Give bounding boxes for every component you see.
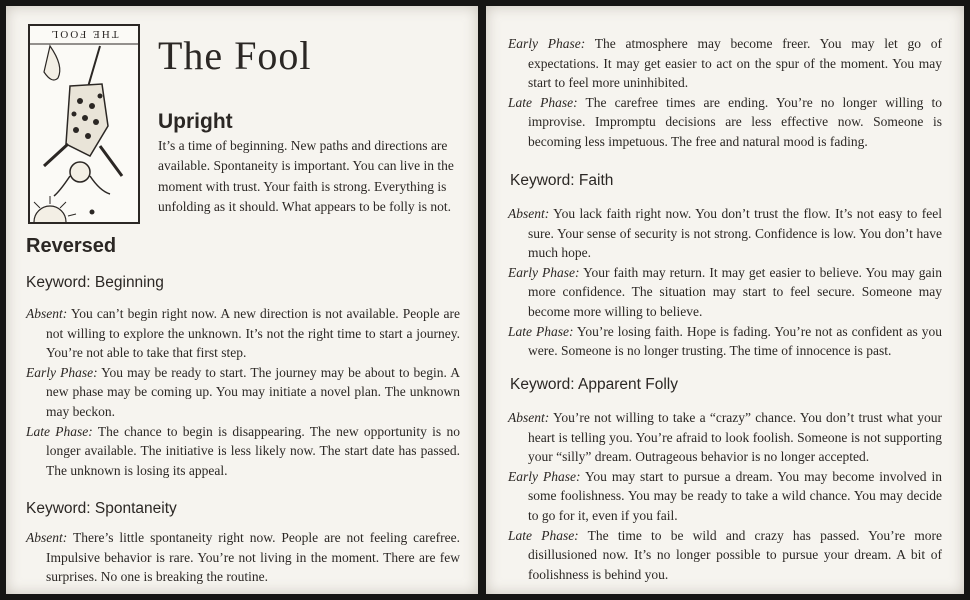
phase-text: You lack faith right now. You don’t trust the flow. It’s not easy to feel sure. Your sense of security is not strong. Confidence is low. You don’t have much hope. [528,206,942,261]
keyword-spontaneity: Keyword: Spontaneity [26,500,177,517]
phase-label: Late Phase: [508,527,579,543]
fool-card-illustration [28,24,140,224]
phase-text: The carefree times are ending. You’re no longer willing to improvise. Impromptu decisions are less effective now. Someone is becoming less impetuous. The free and natural mood is fading. [528,94,942,149]
fool-figure-icon [30,26,138,222]
page-title: The Fool [158,33,312,78]
phase-text: You may be ready to start. The journey may be about to begin. A new phase may be coming up. You may initiate a novel plan. The unknown may beckon. [46,364,460,419]
phase-text: You can’t begin right now. A new direction is not available. People are not willing to explore the unknown. It’s not the right time to start a journey. You’re not able to take that first step. [46,306,461,361]
phase-label: Absent: [26,306,68,321]
phase-item [508,467,942,526]
phase-text: There’s little spontaneity right now. People are not feeling carefree. Impulsive behavior is rare. You’re not living in the moment. There are few surprises. No one is breaking the routine. [46,530,460,585]
phase-text: You’re not willing to take a “crazy” chance. You don’t trust what your heart is telling you. You’re afraid to look foolish. Someone is not supporting your “silly” dream. Outrageous behavior is no longer accepted. [528,410,942,465]
spontaneity-phases-continued [508,34,942,152]
phase-item [508,526,942,585]
left-page [6,6,478,594]
reversed-heading: Reversed [26,235,117,257]
phase-item [508,322,942,361]
phase-item [26,304,460,363]
beginning-phases [26,304,460,480]
phase-label: Absent: [26,530,68,545]
phase-item [508,93,942,152]
phase-text: Your faith may return. It may get easier to believe. You may gain more confidence. The situation may start to feel secure. Someone may become more willing to believe. [528,264,942,319]
phase-label: Early Phase: [508,468,581,484]
phase-text: The atmosphere may become freer. You may let go of expectations. It may get easier to act on the spur of the moment. You may start to feel more uninhibited. [528,36,942,91]
card-label: THE FOOL [49,28,119,40]
phase-item [26,363,460,422]
phase-text: The chance to begin is disappearing. The new opportunity is no longer available. The initiative is less likely now. The start date has passed. The unknown is losing its appeal. [46,423,460,478]
upright-text: It’s a time of beginning. New paths and directions are available. Spontaneity is important. You can live in the moment with trust. Your faith is strong. Everything is unfolding as it should. What appears to be folly is not. [158,138,454,215]
right-page [486,6,964,594]
phase-label: Late Phase: [508,323,574,339]
upright-heading: Upright [158,110,233,133]
phase-item [508,263,942,322]
phase-item [508,408,942,467]
phase-label: Late Phase: [26,423,93,439]
spontaneity-phases [26,528,460,587]
phase-item [508,34,942,93]
phase-label: Absent: [508,206,550,221]
phase-item [26,528,460,587]
phase-label: Absent: [508,410,550,425]
phase-item [26,422,460,481]
phase-label: Early Phase: [508,264,580,280]
phase-text: You’re losing faith. Hope is fading. You’re not as confident as you were. Someone is no longer trusting. The time of innocence is past. [528,323,942,359]
phase-label: Early Phase: [26,364,98,380]
phase-label: Early Phase: [508,36,586,51]
phase-text: The time to be wild and crazy has passed. You’re more disillusioned now. It’s no longer possible to pursue your dream. A bit of foolishness is behind you. [528,527,942,582]
keyword-apparent-folly: Keyword: Apparent Folly [510,376,679,393]
phase-item [508,204,942,263]
keyword-beginning: Keyword: Beginning [26,274,164,291]
faith-phases [508,204,942,361]
keyword-faith: Keyword: Faith [510,172,614,189]
phase-text: You may start to pursue a dream. You may become involved in some foolishness. You may be ready to take a wild chance. You may decide to go for it, even if you fail. [528,468,943,523]
phase-label: Late Phase: [508,94,578,110]
apparent-folly-phases [508,408,942,584]
